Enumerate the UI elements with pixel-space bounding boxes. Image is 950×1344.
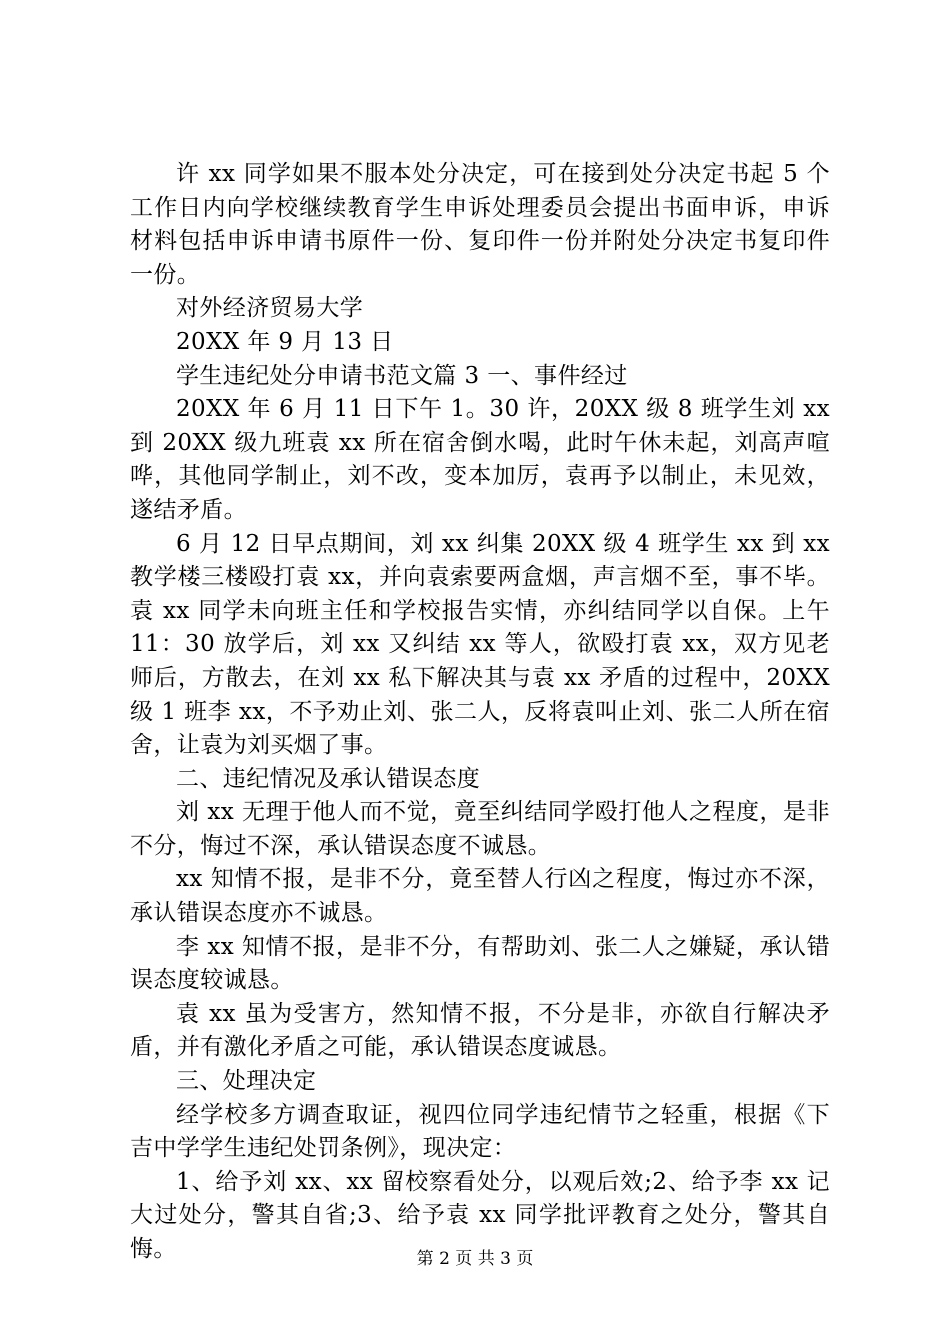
paragraph-date: 20XX 年 9 月 13 日 — [176, 328, 394, 355]
section-heading-violations: 二、违纪情况及承认错误态度 — [176, 765, 481, 792]
paragraph-decision-intro: 经学校多方调查取证，视四位同学违纪情节之轻重，根据《下吉中学学生违纪处罚条例》，现决定： — [130, 1101, 830, 1162]
paragraph-violation-li: 李 xx 知情不报，是非不分，有帮助刘、张二人之嫌疑，承认错误态度较诚恳。 — [130, 933, 830, 994]
paragraph-violation-yuan: 袁 xx 虽为受害方，然知情不报，不分是非，亦欲自行解决矛盾，并有激化矛盾之可能，承认错误态度诚恳。 — [130, 1000, 830, 1061]
paragraph-decision-items: 1、给予刘 xx、xx 留校察看处分，以观后效;2、给予李 xx 记大过处分，警其自省;3、给予袁 xx 同学批评教育之处分，警其自悔。 — [130, 1168, 830, 1262]
paragraph-incident-1: 20XX 年 6 月 11 日下午 1。30 许，20XX 级 8 班学生刘 xx 到 20XX 级九班袁 xx 所在宿舍倒水喝，此时午休未起，刘高声喧哗，其他同学制止，刘不改，变本加厉，袁再予以制止，未见效，遂结矛盾。 — [130, 396, 830, 523]
page-number: 第 2 页 共 3 页 — [416, 1249, 534, 1269]
section-heading-decision: 三、处理决定 — [176, 1068, 317, 1095]
paragraph-incident-2: 6 月 12 日早点期间，刘 xx 纠集 20XX 级 4 班学生 xx 到 xx 教学楼三楼殴打袁 xx，并向袁索要两盒烟，声言烟不至，事不毕。袁 xx 同学未向班主任和学校报告实情，亦纠结同学以自保。上午 11：30 放学后，刘 xx 又纠结 xx 等人，欲殴打袁 xx，双方见老师后，方散去，在刘 xx 私下解决其与袁 xx 矛盾的过程中，20XX 级 1 班李 xx，不予劝止刘、张二人，反将袁叫止刘、张二人所在宿舍，让袁为刘买烟了事。 — [130, 530, 830, 759]
document-body — [130, 158, 830, 1267]
paragraph-university-name: 对外经济贸易大学 — [176, 295, 364, 322]
paragraph-violation-xx: xx 知情不报，是非不分，竟至替人行凶之程度，悔过亦不深，承认错误态度亦不诚恳。 — [130, 866, 830, 927]
paragraph-violation-liu: 刘 xx 无理于他人而不觉，竟至纠结同学殴打他人之程度，是非不分，悔过不深，承认错误态度不诚恳。 — [130, 799, 830, 859]
paragraph-section-title: 学生违纪处分申请书范文篇 3 一、事件经过 — [176, 362, 628, 389]
paragraph-appeal-notice: 许 xx 同学如果不服本处分决定，可在接到处分决定书起 5 个工作日内向学校继续教育学生申诉处理委员会提出书面申诉，申诉材料包括申诉申请书原件一份、复印件一份并附处分决定书复印件一份。 — [130, 161, 830, 288]
